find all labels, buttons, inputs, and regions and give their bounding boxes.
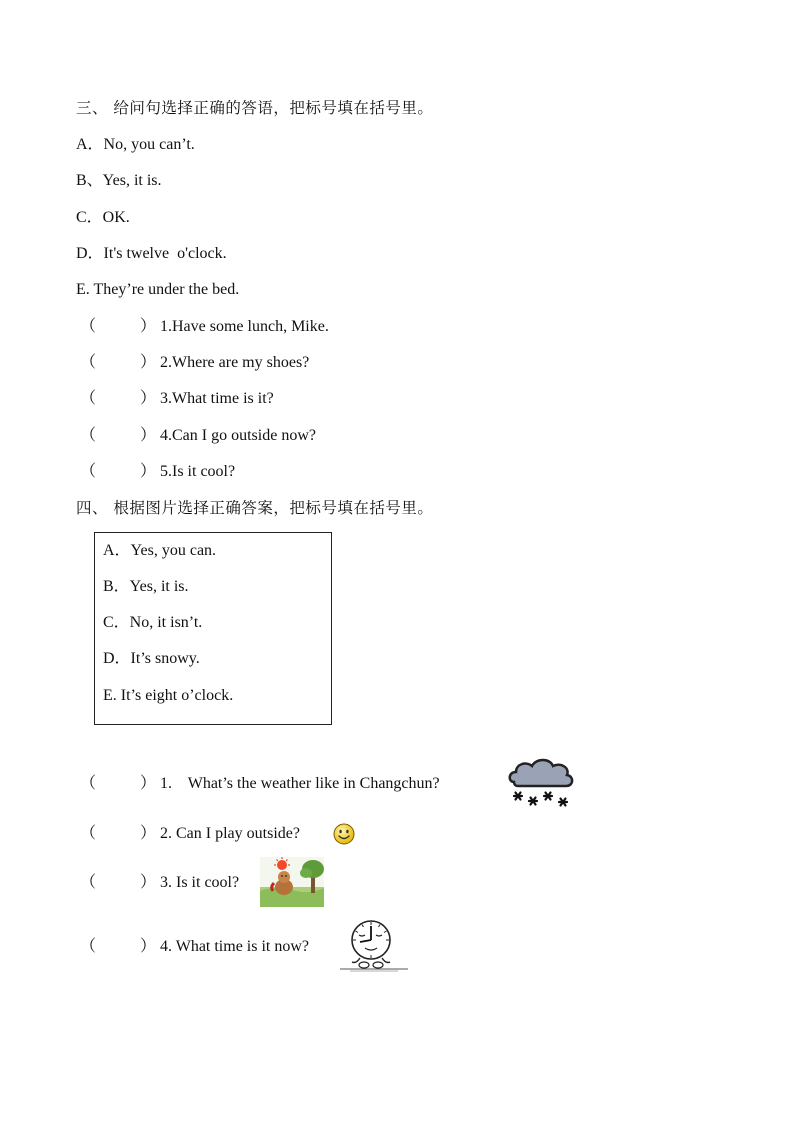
answer-blank-close: ） xyxy=(140,463,157,480)
answer-blank-close: ） xyxy=(140,354,157,371)
question-text: 1.Have some lunch, Mike. xyxy=(160,318,329,335)
answer-blank-open[interactable]: （ xyxy=(80,825,97,842)
section-3-heading: 三、 给问句选择正确的答语，把标号填在括号里。 xyxy=(76,99,434,117)
smiley-icon xyxy=(333,823,355,845)
answer-blank-close: ） xyxy=(140,427,157,444)
question-text: 3. Is it cool? xyxy=(160,874,240,891)
answer-blank-open[interactable]: （ xyxy=(80,427,97,444)
section-4-option-e: E. It’s eight o’clock. xyxy=(103,687,234,704)
section-4-option-b: B．Yes, it is. xyxy=(103,578,189,595)
question-text: 4.Can I go outside now? xyxy=(160,427,316,444)
snow-cloud-icon xyxy=(506,756,578,812)
question-text: 5.Is it cool? xyxy=(160,463,236,480)
answer-blank-close: ） xyxy=(140,775,157,792)
question-text: 1. What’s the weather like in Changchun? xyxy=(160,775,440,792)
section-4-heading: 四、 根据图片选择正确答案，把标号填在括号里。 xyxy=(76,499,434,517)
question-text: 2. Can I play outside? xyxy=(160,825,300,842)
answer-blank-close: ） xyxy=(140,318,157,335)
section-4-option-a: A．Yes, you can. xyxy=(103,542,217,559)
answer-blank-open[interactable]: （ xyxy=(80,874,97,891)
section-3-option-c: C．OK. xyxy=(76,209,130,226)
sunny-landscape-icon xyxy=(260,857,324,907)
answer-blank-open[interactable]: （ xyxy=(80,354,97,371)
answer-blank-open[interactable]: （ xyxy=(80,318,97,335)
section-3-option-a: A．No, you can’t. xyxy=(76,136,195,153)
answer-blank-open[interactable]: （ xyxy=(80,390,97,407)
answer-blank-close: ） xyxy=(140,938,157,955)
section-4-option-d: D．It’s snowy. xyxy=(103,650,200,667)
section-3-option-d: D．It's twelve o'clock. xyxy=(76,245,227,262)
question-text: 2.Where are my shoes? xyxy=(160,354,310,371)
answer-blank-close: ） xyxy=(140,390,157,407)
section-4-option-c: C．No, it isn’t. xyxy=(103,614,203,631)
question-text: 3.What time is it? xyxy=(160,390,274,407)
answer-blank-open[interactable]: （ xyxy=(80,775,97,792)
question-text: 4. What time is it now? xyxy=(160,938,310,955)
answer-blank-close: ） xyxy=(140,825,157,842)
clock-character-icon xyxy=(338,918,410,974)
section-3-option-e: E. They’re under the bed. xyxy=(76,281,240,298)
answer-blank-open[interactable]: （ xyxy=(80,463,97,480)
answer-blank-open[interactable]: （ xyxy=(80,938,97,955)
answer-blank-close: ） xyxy=(140,874,157,891)
section-3-option-b: B、Yes, it is. xyxy=(76,172,162,189)
